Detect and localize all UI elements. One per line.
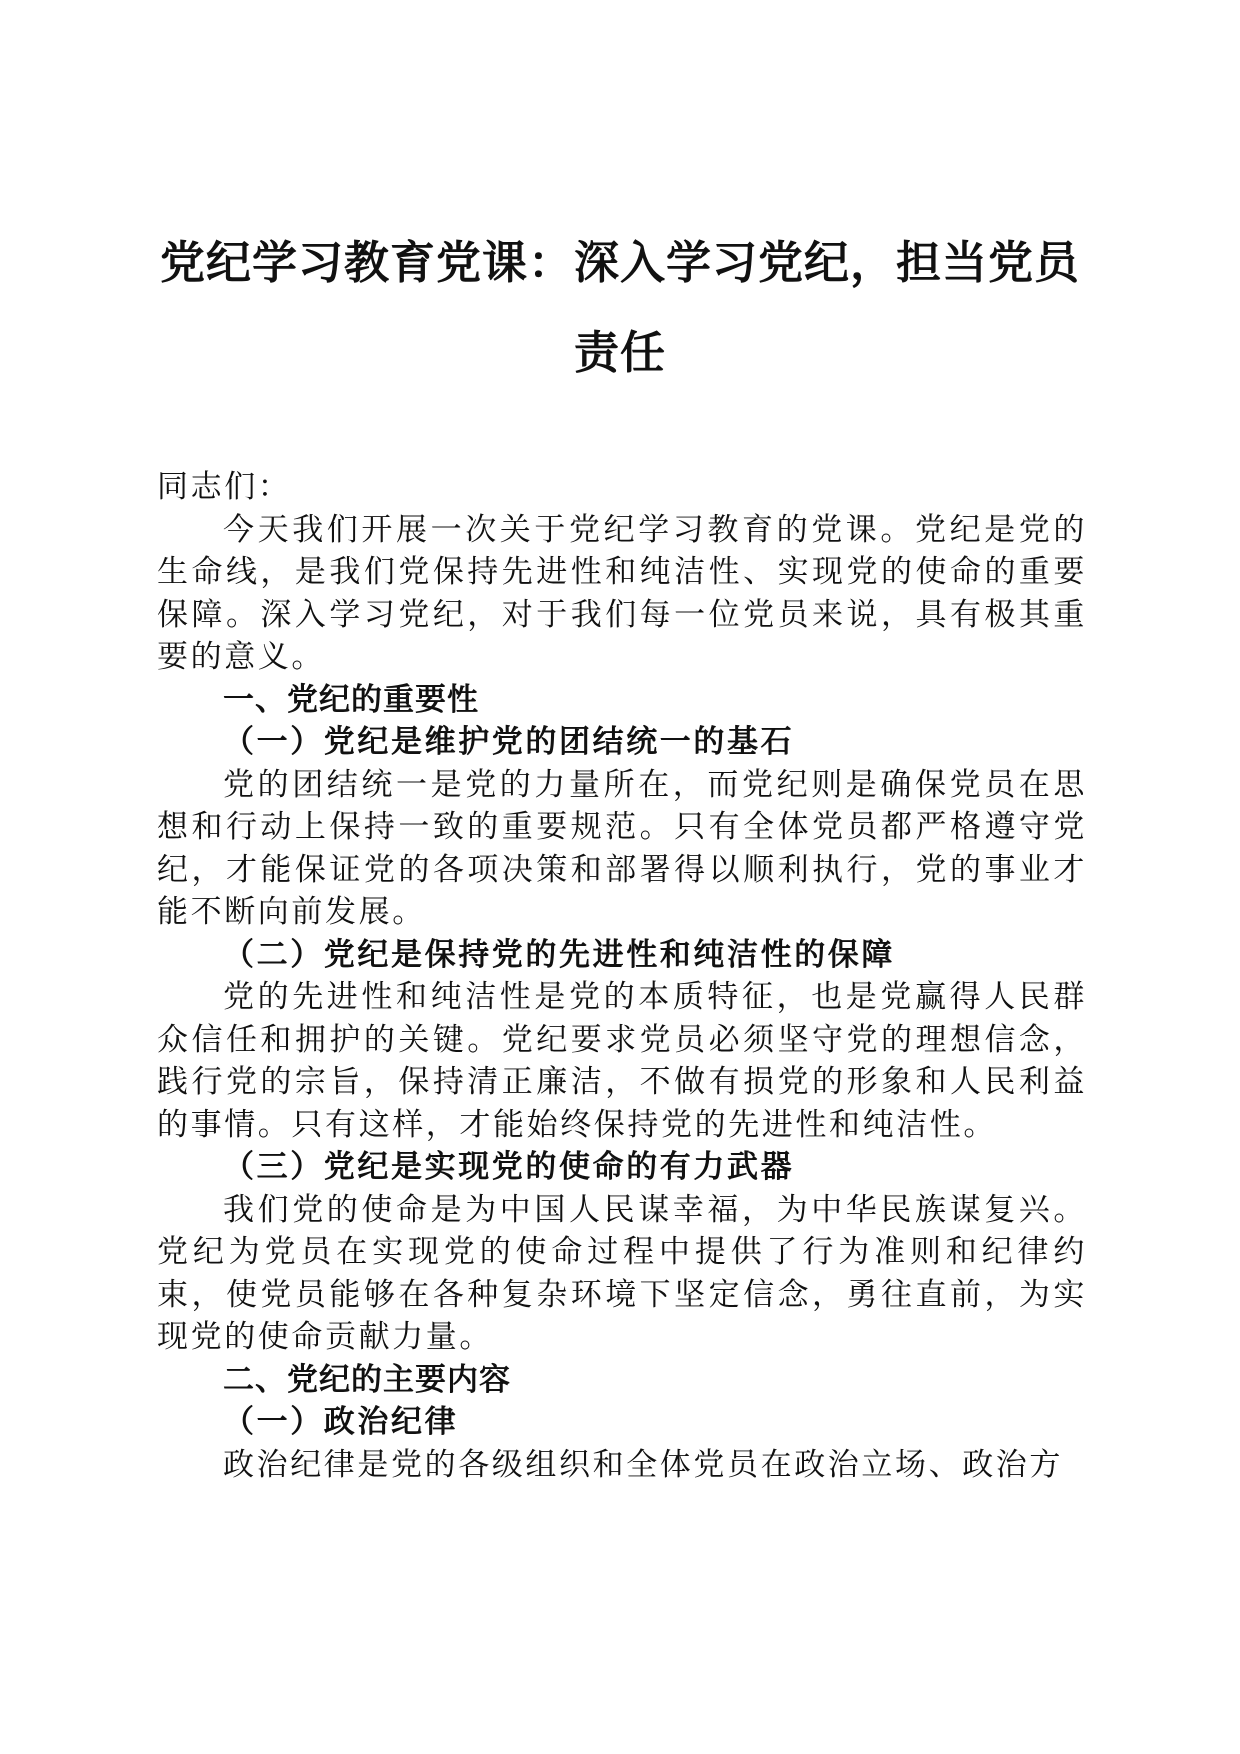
subsection-heading-1-3: （三）党纪是实现党的使命的有力武器: [223, 1149, 795, 1185]
body-paragraph-2-1: 政治纪律是党的各级组织和全体党员在政治立场、政治方: [223, 1446, 1063, 1483]
section-heading-2: 二、党纪的主要内容: [223, 1361, 511, 1398]
document-title: 党纪学习教育党课：深入学习党纪，担当党员责任: [159, 236, 1080, 379]
body-paragraph-1-1: 党的团结统一是党的力量所在，而党纪则是确保党员在思想和行动上保持一致的重要规范。只有全体党员都严格遵守党纪，才能保证党的各项决策和部署得以顺利执行，党的事业才能不断向前发展。: [157, 766, 1087, 930]
section-heading-1: 一、党纪的重要性: [223, 681, 479, 718]
subsection-heading-2-1: （一）政治纪律: [223, 1404, 459, 1440]
body-paragraph-1-3: 我们党的使命是为中国人民谋幸福，为中华民族谋复兴。党纪为党员在实现党的使命过程中提供了行为准则和纪律约束，使党员能够在各种复杂环境下坚定信念，勇往直前，为实现党的使命贡献力量。: [157, 1191, 1087, 1355]
salutation: 同志们：: [157, 469, 292, 505]
body-paragraph-1-2: 党的先进性和纯洁性是党的本质特征，也是党赢得人民群众信任和拥护的关键。党纪要求党员必须坚守党的理想信念，践行党的宗旨，保持清正廉洁，不做有损党的形象和人民利益的事情。只有这样，才能始终保持党的先进性和纯洁性。: [157, 979, 1087, 1143]
subsection-heading-1-1: （一）党纪是维护党的团结统一的基石: [223, 724, 795, 760]
subsection-heading-1-2: （二）党纪是保持党的先进性和纯洁性的保障: [223, 936, 895, 973]
intro-paragraph: 今天我们开展一次关于党纪学习教育的党课。党纪是党的生命线，是我们党保持先进性和纯洁性、实现党的使命的重要保障。深入学习党纪，对于我们每一位党员来说，具有极其重要的意义。: [157, 511, 1087, 675]
document-body: [157, 466, 1087, 1486]
